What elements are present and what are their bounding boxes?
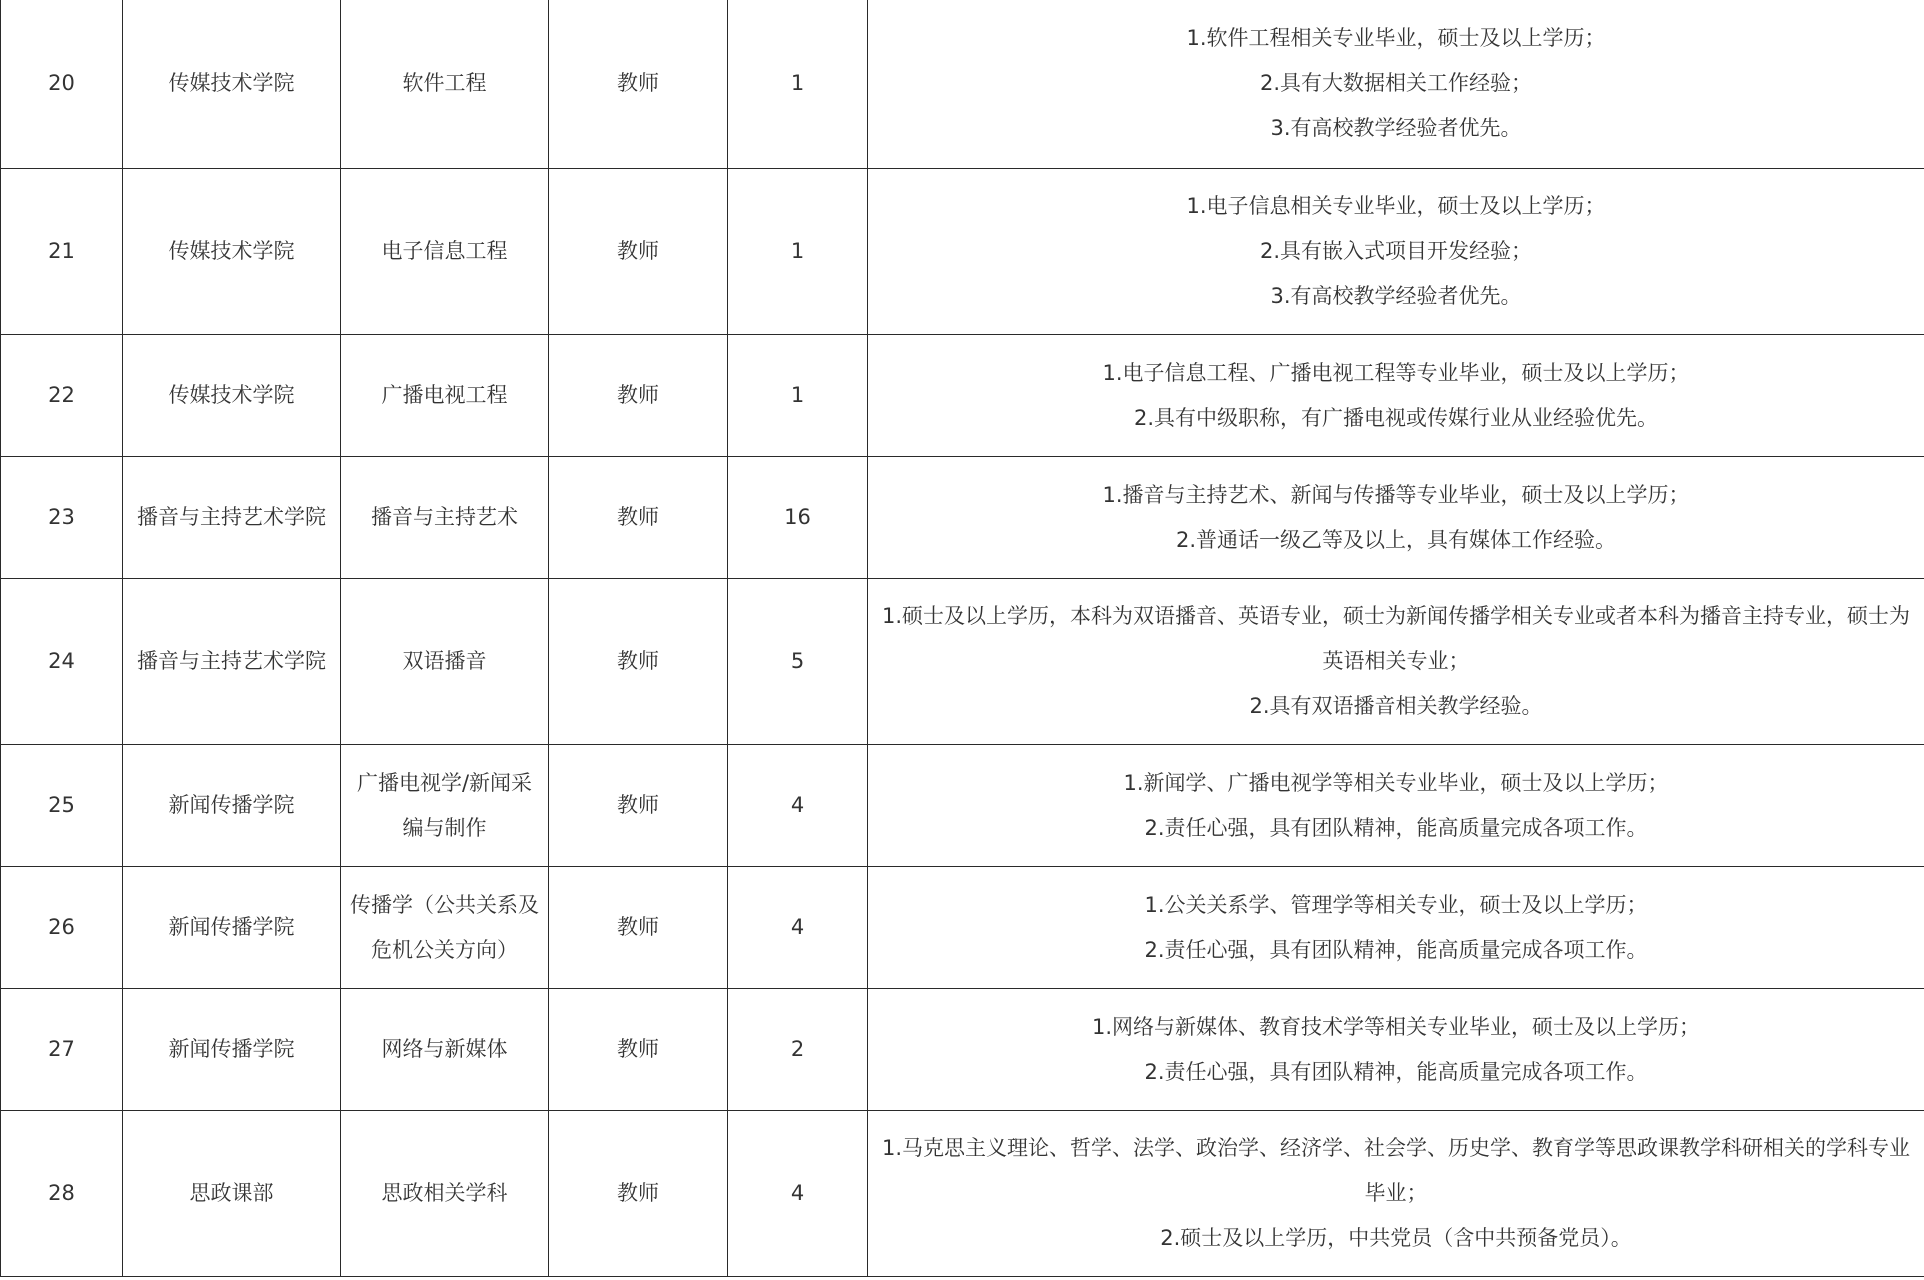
table-row bbox=[1, 169, 1924, 335]
position-cell: 教师 bbox=[549, 169, 728, 335]
requirements-cell bbox=[868, 1111, 1924, 1277]
table-body bbox=[1, 0, 1924, 1277]
table-row bbox=[1, 1111, 1924, 1277]
major-cell: 思政相关学科 bbox=[341, 1111, 549, 1277]
department-cell: 传媒技术学院 bbox=[123, 335, 341, 457]
requirement-line: 2.硕士及以上学历，中共党员（含中共预备党员）。 bbox=[1160, 1226, 1632, 1250]
department-cell: 新闻传播学院 bbox=[123, 989, 341, 1111]
headcount-cell: 4 bbox=[728, 1111, 868, 1277]
table-row bbox=[1, 457, 1924, 579]
requirement-line: 2.具有嵌入式项目开发经验； bbox=[1259, 239, 1533, 263]
requirements-cell bbox=[868, 169, 1924, 335]
requirement-line: 1.电子信息工程、广播电视工程等专业毕业，硕士及以上学历； bbox=[1102, 360, 1690, 385]
major-cell: 双语播音 bbox=[341, 579, 549, 745]
row-number: 27 bbox=[1, 989, 123, 1111]
row-number: 23 bbox=[1, 457, 123, 579]
requirement-line: 1.硕士及以上学历，本科为双语播音、英语专业，硕士为新闻传播学相关专业或者本科为播音主持专业，硕士为 bbox=[881, 604, 1911, 628]
requirement-line: 1.播音与主持艺术、新闻与传播等专业毕业，硕士及以上学历； bbox=[1102, 482, 1690, 507]
requirement-line: 2.责任心强，具有团队精神，能高质量完成各项工作。 bbox=[1144, 937, 1648, 962]
requirement-line: 2.责任心强，具有团队精神，能高质量完成各项工作。 bbox=[1144, 1059, 1648, 1084]
position-cell: 教师 bbox=[549, 867, 728, 989]
requirement-line: 1.电子信息相关专业毕业，硕士及以上学历； bbox=[1186, 194, 1606, 218]
table-row bbox=[1, 335, 1924, 457]
requirement-line: 3.有高校教学经验者优先。 bbox=[1270, 116, 1522, 140]
row-number: 20 bbox=[1, 0, 123, 169]
department-cell: 思政课部 bbox=[123, 1111, 341, 1277]
requirement-line: 1.公关关系学、管理学等相关专业，硕士及以上学历； bbox=[1144, 892, 1648, 917]
department-cell: 新闻传播学院 bbox=[123, 745, 341, 867]
requirements-cell bbox=[868, 0, 1924, 169]
requirement-line: 1.软件工程相关专业毕业，硕士及以上学历； bbox=[1186, 26, 1606, 50]
department-cell: 新闻传播学院 bbox=[123, 867, 341, 989]
requirements-cell bbox=[868, 989, 1924, 1111]
major-cell: 传播学（公共关系及危机公关方向） bbox=[341, 867, 549, 989]
requirement-line: 1.网络与新媒体、教育技术学等相关专业毕业，硕士及以上学历； bbox=[1091, 1014, 1701, 1039]
requirement-line: 3.有高校教学经验者优先。 bbox=[1270, 284, 1522, 308]
position-cell: 教师 bbox=[549, 1111, 728, 1277]
major-cell: 电子信息工程 bbox=[341, 169, 549, 335]
row-number: 24 bbox=[1, 579, 123, 745]
requirement-line: 毕业； bbox=[1364, 1181, 1428, 1205]
headcount-cell: 5 bbox=[728, 579, 868, 745]
major-cell: 软件工程 bbox=[341, 0, 549, 169]
position-cell: 教师 bbox=[549, 335, 728, 457]
department-cell: 传媒技术学院 bbox=[123, 0, 341, 169]
headcount-cell: 1 bbox=[728, 169, 868, 335]
headcount-cell: 16 bbox=[728, 457, 868, 579]
row-number: 26 bbox=[1, 867, 123, 989]
requirement-line: 1.新闻学、广播电视学等相关专业毕业，硕士及以上学历； bbox=[1123, 770, 1669, 795]
requirement-line: 2.具有中级职称，有广播电视或传媒行业从业经验优先。 bbox=[1133, 405, 1659, 430]
headcount-cell: 4 bbox=[728, 867, 868, 989]
headcount-cell: 4 bbox=[728, 745, 868, 867]
position-cell: 教师 bbox=[549, 989, 728, 1111]
table-row bbox=[1, 0, 1924, 169]
major-cell: 广播电视工程 bbox=[341, 335, 549, 457]
row-number: 22 bbox=[1, 335, 123, 457]
requirements-cell bbox=[868, 867, 1924, 989]
table-row bbox=[1, 867, 1924, 989]
major-cell: 广播电视学/新闻采编与制作 bbox=[341, 745, 549, 867]
headcount-cell: 2 bbox=[728, 989, 868, 1111]
requirement-line: 2.责任心强，具有团队精神，能高质量完成各项工作。 bbox=[1144, 815, 1648, 840]
table-row bbox=[1, 579, 1924, 745]
headcount-cell: 1 bbox=[728, 335, 868, 457]
requirement-line: 1.马克思主义理论、哲学、法学、政治学、经济学、社会学、历史学、教育学等思政课教学科研相关的学科专业 bbox=[881, 1136, 1911, 1160]
position-cell: 教师 bbox=[549, 579, 728, 745]
row-number: 28 bbox=[1, 1111, 123, 1277]
requirement-line: 2.具有大数据相关工作经验； bbox=[1259, 71, 1533, 95]
table-row bbox=[1, 745, 1924, 867]
department-cell: 传媒技术学院 bbox=[123, 169, 341, 335]
position-cell: 教师 bbox=[549, 745, 728, 867]
major-cell: 网络与新媒体 bbox=[341, 989, 549, 1111]
table-row bbox=[1, 989, 1924, 1111]
requirement-line: 2.具有双语播音相关教学经验。 bbox=[1249, 694, 1543, 718]
position-cell: 教师 bbox=[549, 0, 728, 169]
requirement-line: 英语相关专业； bbox=[1322, 649, 1470, 673]
headcount-cell: 1 bbox=[728, 0, 868, 169]
requirement-line: 2.普通话一级乙等及以上，具有媒体工作经验。 bbox=[1175, 527, 1617, 552]
position-cell: 教师 bbox=[549, 457, 728, 579]
department-cell: 播音与主持艺术学院 bbox=[123, 457, 341, 579]
requirements-cell bbox=[868, 335, 1924, 457]
requirements-cell bbox=[868, 579, 1924, 745]
department-cell: 播音与主持艺术学院 bbox=[123, 579, 341, 745]
row-number: 21 bbox=[1, 169, 123, 335]
row-number: 25 bbox=[1, 745, 123, 867]
requirements-cell bbox=[868, 457, 1924, 579]
major-cell: 播音与主持艺术 bbox=[341, 457, 549, 579]
requirements-cell bbox=[868, 745, 1924, 867]
